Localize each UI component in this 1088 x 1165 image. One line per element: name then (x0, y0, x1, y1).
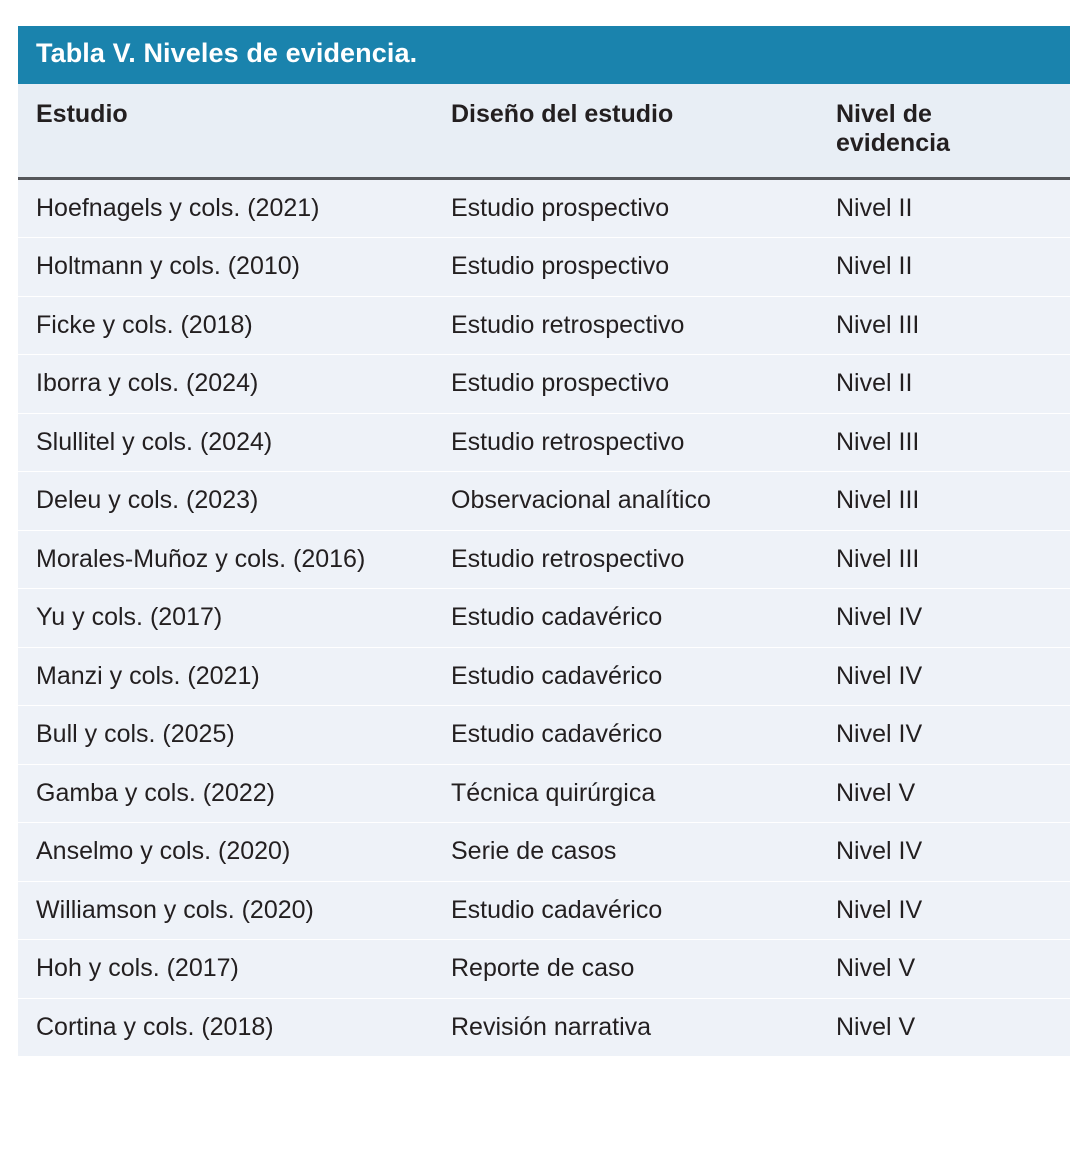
cell-study-text: Cortina y cols. (2018) (36, 1012, 274, 1041)
table-header-row (18, 84, 1070, 179)
cell-study (18, 530, 433, 589)
cell-study (18, 647, 433, 706)
cell-level-text: Nivel V (836, 1012, 916, 1041)
cell-study-text: Manzi y cols. (2021) (36, 661, 260, 690)
table-row (18, 998, 1070, 1056)
cell-study (18, 355, 433, 414)
cell-design (433, 530, 818, 589)
cell-study-text: Bull y cols. (2025) (36, 720, 235, 749)
cell-level (818, 940, 1070, 999)
cell-design (433, 823, 818, 882)
cell-study-text: Iborra y cols. (2024) (36, 369, 259, 398)
cell-study (18, 296, 433, 355)
cell-design-text: Técnica quirúrgica (451, 778, 656, 807)
column-header-study (18, 84, 433, 179)
cell-level-text: Nivel IV (836, 720, 923, 749)
cell-level-text: Nivel IV (836, 603, 923, 632)
cell-design (433, 940, 818, 999)
cell-design (433, 647, 818, 706)
cell-study (18, 472, 433, 531)
cell-design-text: Observacional analítico (451, 486, 711, 515)
table-row (18, 355, 1070, 414)
table-row (18, 881, 1070, 940)
cell-study (18, 940, 433, 999)
cell-design-text: Estudio retrospectivo (451, 427, 685, 456)
cell-design-text: Estudio prospectivo (451, 369, 670, 398)
cell-level (818, 647, 1070, 706)
cell-level (818, 764, 1070, 823)
table-row (18, 589, 1070, 648)
cell-study-text: Hoefnagels y cols. (2021) (36, 193, 320, 222)
cell-design (433, 178, 818, 238)
cell-level-text: Nivel V (836, 778, 916, 807)
column-header-design (433, 84, 818, 179)
cell-design-text: Serie de casos (451, 837, 617, 866)
cell-study-text: Holtmann y cols. (2010) (36, 252, 301, 281)
column-header-level-label-line1: Nivel de (836, 99, 932, 128)
cell-design-text: Estudio prospectivo (451, 193, 670, 222)
cell-level-text: Nivel III (836, 310, 920, 339)
table-row (18, 296, 1070, 355)
cell-design (433, 706, 818, 765)
cell-study (18, 238, 433, 297)
table-body (18, 178, 1070, 1056)
cell-design (433, 238, 818, 297)
column-header-study-label: Estudio (36, 99, 128, 128)
cell-study (18, 823, 433, 882)
cell-level (818, 589, 1070, 648)
table-row (18, 238, 1070, 297)
cell-level (818, 296, 1070, 355)
cell-level (818, 823, 1070, 882)
table-caption-row (18, 26, 1070, 84)
cell-level (818, 238, 1070, 297)
cell-study (18, 413, 433, 472)
cell-level (818, 706, 1070, 765)
cell-design (433, 998, 818, 1056)
table-caption-section (18, 26, 1070, 178)
cell-design-text: Estudio cadavérico (451, 603, 663, 632)
cell-level (818, 413, 1070, 472)
cell-study (18, 881, 433, 940)
cell-study-text: Deleu y cols. (2023) (36, 486, 259, 515)
cell-study-text: Morales-Muñoz y cols. (2016) (36, 544, 366, 573)
table-bottom-spacer (18, 1056, 1070, 1066)
cell-design-text: Estudio retrospectivo (451, 544, 685, 573)
cell-level-text: Nivel IV (836, 895, 923, 924)
cell-study (18, 706, 433, 765)
table-caption-cell (18, 26, 1070, 84)
cell-level (818, 881, 1070, 940)
table-row (18, 647, 1070, 706)
cell-design-text: Estudio cadavérico (451, 895, 663, 924)
cell-level-text: Nivel V (836, 954, 916, 983)
cell-design-text: Estudio cadavérico (451, 720, 663, 749)
cell-study (18, 178, 433, 238)
cell-study-text: Hoh y cols. (2017) (36, 954, 239, 983)
table-row (18, 178, 1070, 238)
column-header-design-label: Diseño del estudio (451, 99, 674, 128)
cell-level (818, 178, 1070, 238)
cell-study-text: Gamba y cols. (2022) (36, 778, 275, 807)
cell-design (433, 413, 818, 472)
table-caption-text: Tabla V. Niveles de evidencia. (36, 38, 418, 68)
cell-level (818, 472, 1070, 531)
cell-level (818, 530, 1070, 589)
cell-design-text: Revisión narrativa (451, 1012, 652, 1041)
cell-level-text: Nivel II (836, 369, 913, 398)
cell-design-text: Estudio retrospectivo (451, 310, 685, 339)
cell-level (818, 998, 1070, 1056)
cell-design (433, 296, 818, 355)
table-row (18, 706, 1070, 765)
table-row (18, 940, 1070, 999)
column-header-level (818, 84, 1070, 179)
cell-design (433, 881, 818, 940)
cell-study (18, 998, 433, 1056)
cell-design-text: Estudio prospectivo (451, 252, 670, 281)
table-row (18, 530, 1070, 589)
cell-study-text: Ficke y cols. (2018) (36, 310, 253, 339)
cell-design (433, 589, 818, 648)
evidence-levels-table-container (18, 26, 1070, 1066)
cell-level-text: Nivel III (836, 544, 920, 573)
cell-design-text: Estudio cadavérico (451, 661, 663, 690)
table-row (18, 823, 1070, 882)
cell-level-text: Nivel III (836, 427, 920, 456)
cell-study-text: Williamson y cols. (2020) (36, 895, 314, 924)
table-row (18, 472, 1070, 531)
cell-design (433, 355, 818, 414)
cell-level-text: Nivel IV (836, 661, 923, 690)
cell-study-text: Anselmo y cols. (2020) (36, 837, 291, 866)
cell-study-text: Slullitel y cols. (2024) (36, 427, 273, 456)
cell-study (18, 589, 433, 648)
cell-level-text: Nivel II (836, 193, 913, 222)
evidence-levels-table (18, 26, 1070, 1056)
cell-level (818, 355, 1070, 414)
cell-study-text: Yu y cols. (2017) (36, 603, 223, 632)
table-row (18, 413, 1070, 472)
table-row (18, 764, 1070, 823)
cell-design-text: Reporte de caso (451, 954, 635, 983)
cell-design (433, 764, 818, 823)
cell-design (433, 472, 818, 531)
cell-level-text: Nivel II (836, 252, 913, 281)
cell-study (18, 764, 433, 823)
cell-level-text: Nivel IV (836, 837, 923, 866)
column-header-level-label-line2: evidencia (836, 129, 950, 158)
cell-level-text: Nivel III (836, 486, 920, 515)
